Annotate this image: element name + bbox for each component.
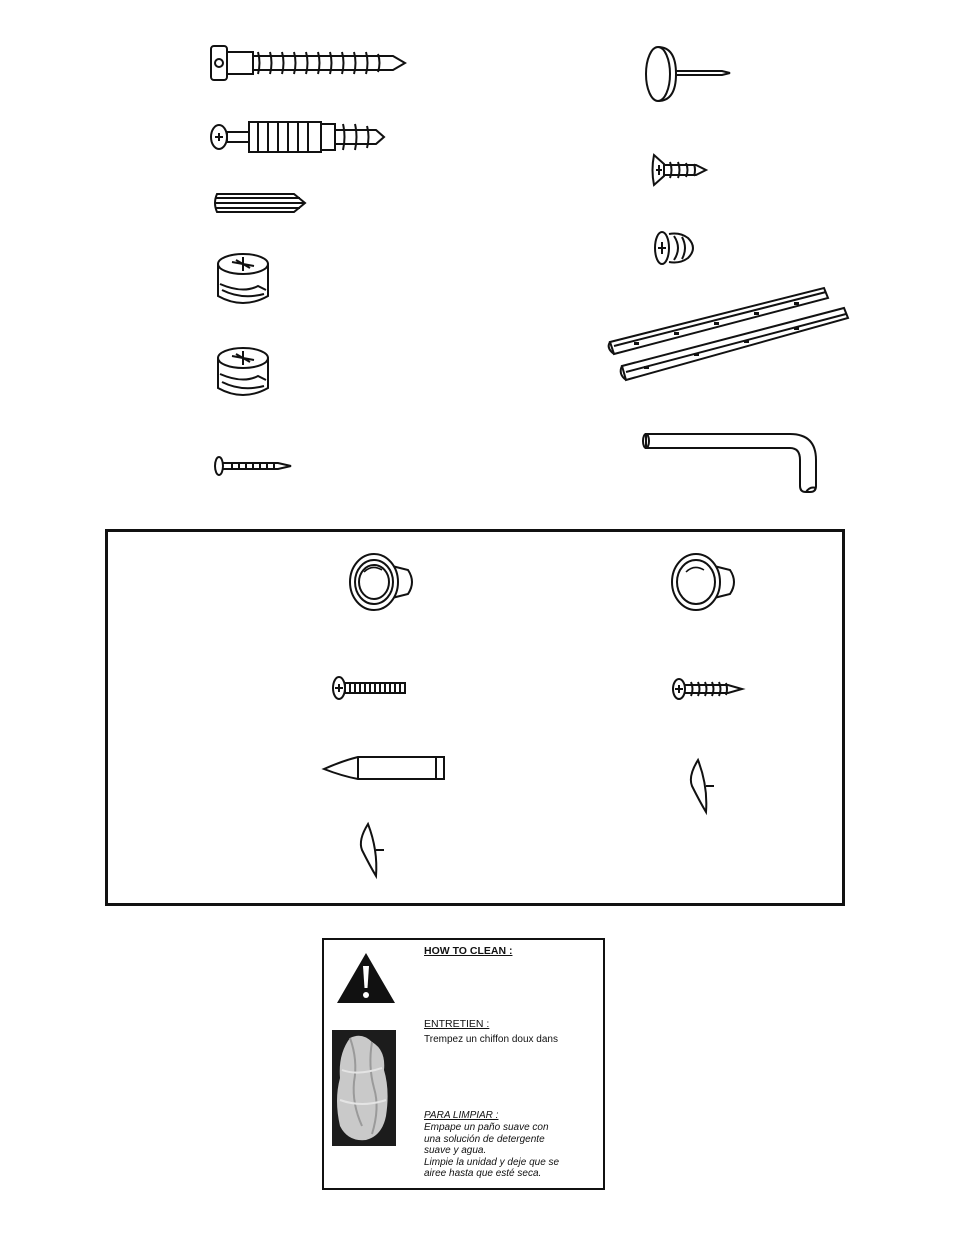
bumper-pad-icon [686, 756, 722, 816]
es-line: Empape un paño suave con [424, 1122, 549, 1133]
es-line: Limpie la unidad y deje que se [424, 1156, 560, 1168]
cam-dowel-icon [208, 116, 388, 158]
touch-up-marker-icon [318, 754, 448, 782]
furniture-glide-icon [642, 42, 734, 106]
es-line: una solución de detergente [424, 1133, 545, 1145]
knob-icon [346, 550, 418, 614]
accessory-box [105, 529, 845, 906]
cleaning-instructions [322, 938, 605, 1190]
cloth-image [332, 1030, 396, 1146]
fr-title: ENTRETIEN : [424, 1018, 490, 1030]
cam-bolt-screw-icon [208, 42, 408, 84]
es-body [424, 1122, 559, 1180]
knob-icon [668, 550, 740, 614]
nail-icon [212, 454, 294, 478]
cam-lock-icon [212, 250, 274, 308]
wood-dowel-icon [212, 190, 310, 216]
allen-key-icon [640, 428, 830, 498]
es-line: airee hasta que esté seca. [424, 1168, 542, 1179]
machine-screw-icon [330, 674, 410, 702]
drawer-slide-icon [604, 282, 852, 388]
fr-body: Trempez un chiffon doux dans [424, 1034, 558, 1045]
cam-lock-icon [212, 344, 274, 400]
flat-head-screw-icon [650, 152, 710, 188]
wall-anchor-icon [652, 228, 700, 268]
bumper-pad-icon [356, 820, 392, 880]
en-title: HOW TO CLEAN : [424, 945, 513, 957]
wood-screw-icon [670, 676, 746, 702]
es-title: PARA LIMPIAR : [424, 1110, 499, 1121]
es-line: suave y agua. [424, 1145, 487, 1156]
warning-icon [334, 950, 398, 1006]
